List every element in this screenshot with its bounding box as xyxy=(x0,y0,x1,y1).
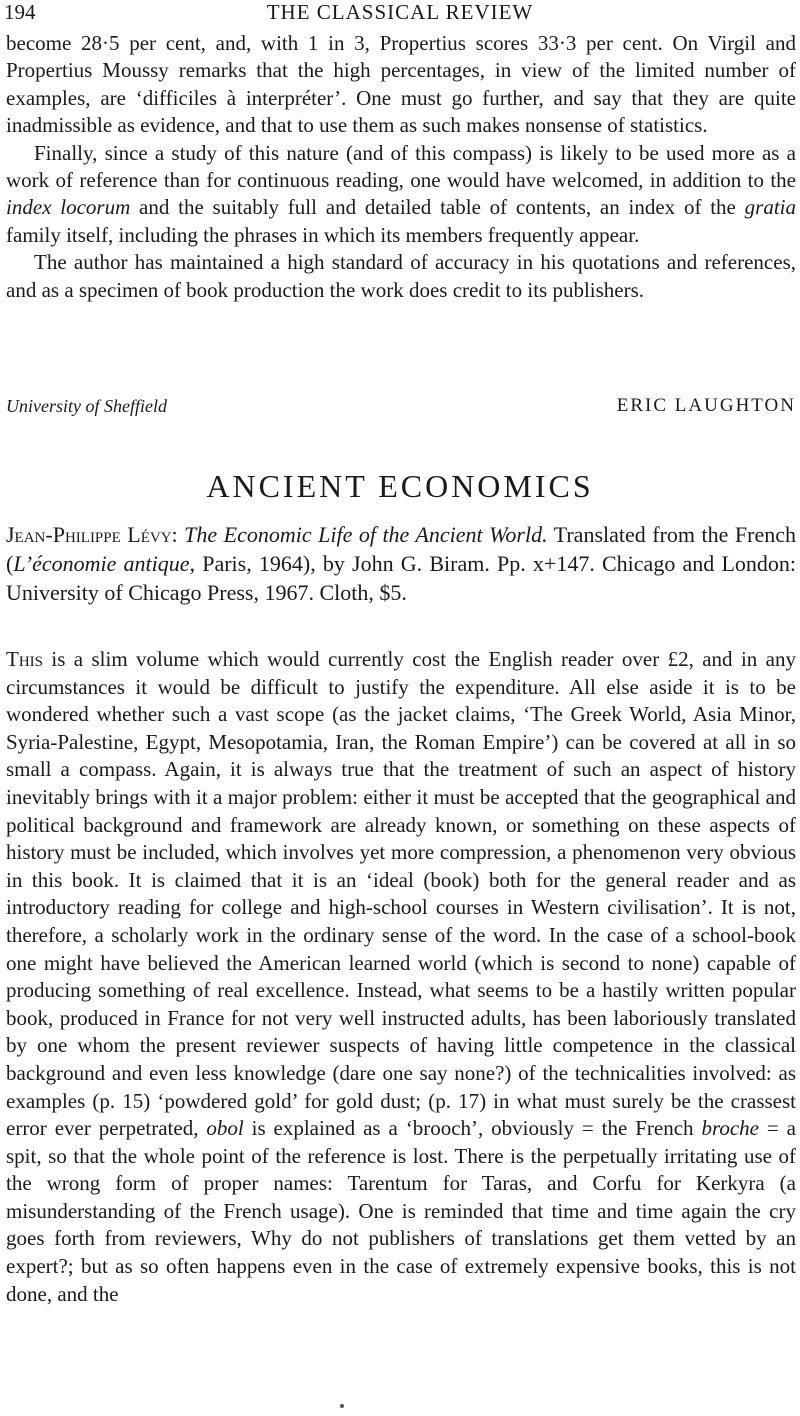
page-number: 194 xyxy=(4,0,36,24)
italic-term: obol xyxy=(206,1116,244,1141)
author-name: Jean-Philippe Lévy xyxy=(6,522,172,547)
paragraph: This is a slim volume which would currently cost the English reader over £2, and in any circumstances it would be difficult to justify the expenditure. All else aside it is to be wondered whether such a vast scope (as the jacket claims, ‘The Greek World, Asia Minor, Syria-Palestine, Egypt, Mesopotamia, Iran, the Roman Empire’) can be covered at all in so small a compass. Again, it is always true that the treatment of such an aspect of history inevitably brings with it a major problem: either it must be accepted that the geographical and political background and framework are already known, or something on these aspects of history must be included, which involves yet more compression, a phenomenon very obvious in this book. It is claimed that it is an ‘ideal (book) both for the general reader and as introductory reading for college and high-school courses in Western civilisation’. It is not, therefore, a scholarly work in the ordinary sense of the word. In the case of a school-book one might have believed the American learned world (which is second to none) capable of producing something of real excellence. Instead, what seems to be a hastily written popular book, produced in France for not very well instructed adults, has been laboriously translated by one whom the present reviewer suspects of having little competence in the classical background and even less knowledge (dare one say none?) of the technicalities involved: as examples (p. 15) ‘powdered gold’ for gold dust; (p. 17) in what must surely be the crassest error ever perpetrated, obol is explained as a ‘brooch’, obviously = the French broche = a spit, so that the whole point of the reference is lost. There is the perpetually irritating use of the wrong form of proper names: Tarentum for Taras, and Corfu for Kerkyra (a misunderstanding of the French usage). One is reminded that time and time again the cry goes forth from reviewers, Why do not publishers of translations get them vetted by an expert?; but as so often happens even in the case of extremely expensive books, this is not done, and the xyxy=(6,647,797,1306)
journal-title: THE CLASSICAL REVIEW xyxy=(266,0,534,24)
previous-review-conclusion xyxy=(6,30,796,304)
italic-term: index locorum xyxy=(6,195,131,220)
signature-line xyxy=(6,394,796,418)
section-title: ANCIENT ECONOMICS xyxy=(206,468,594,504)
affiliation: University of Sheffield xyxy=(6,396,167,416)
paragraph: Finally, since a study of this nature (and of this compass) is likely to be used more as a work of reference than for continuous reading, one would have welcomed, in addition to the index locorum and the suitably full and detailed table of contents, an index of the gratia family itself, including the phrases in which its members frequently appear. xyxy=(6,140,796,247)
original-title: L’économie antique xyxy=(13,551,190,576)
book-title: The Economic Life of the Ancient World. xyxy=(184,522,548,547)
running-head xyxy=(4,0,796,24)
paragraph: The author has maintained a high standard of accuracy in his quotations and references, and as a specimen of book production the work does credit to its publishers. xyxy=(6,250,796,302)
print-mark xyxy=(340,1404,344,1408)
book-citation: Jean-Philippe Lévy: The Economic Life of the Ancient World. Translated from the French (L’économie antique, Paris, 1964), by John G. Biram. Pp. x+147. Chicago and London: University of Chicago Press, 1967. Cloth, $5. xyxy=(6,522,796,605)
italic-term: broche xyxy=(701,1116,760,1141)
paragraph: become 28·5 per cent, and, with 1 in 3, Propertius scores 33·3 per cent. On Virgil and Propertius Moussy remarks that the high percentages, in view of the limited number of examples, are ‘difficiles à interpréter’. One must go further, and say that they are quite inadmissible as evidence, and that to use them as such makes nonsense of statistics. xyxy=(6,31,796,138)
reviewer-name: ERIC LAUGHTON xyxy=(616,395,796,416)
opening-word: This xyxy=(6,647,43,671)
review-body xyxy=(6,646,796,1308)
italic-term: gratia xyxy=(744,195,796,220)
